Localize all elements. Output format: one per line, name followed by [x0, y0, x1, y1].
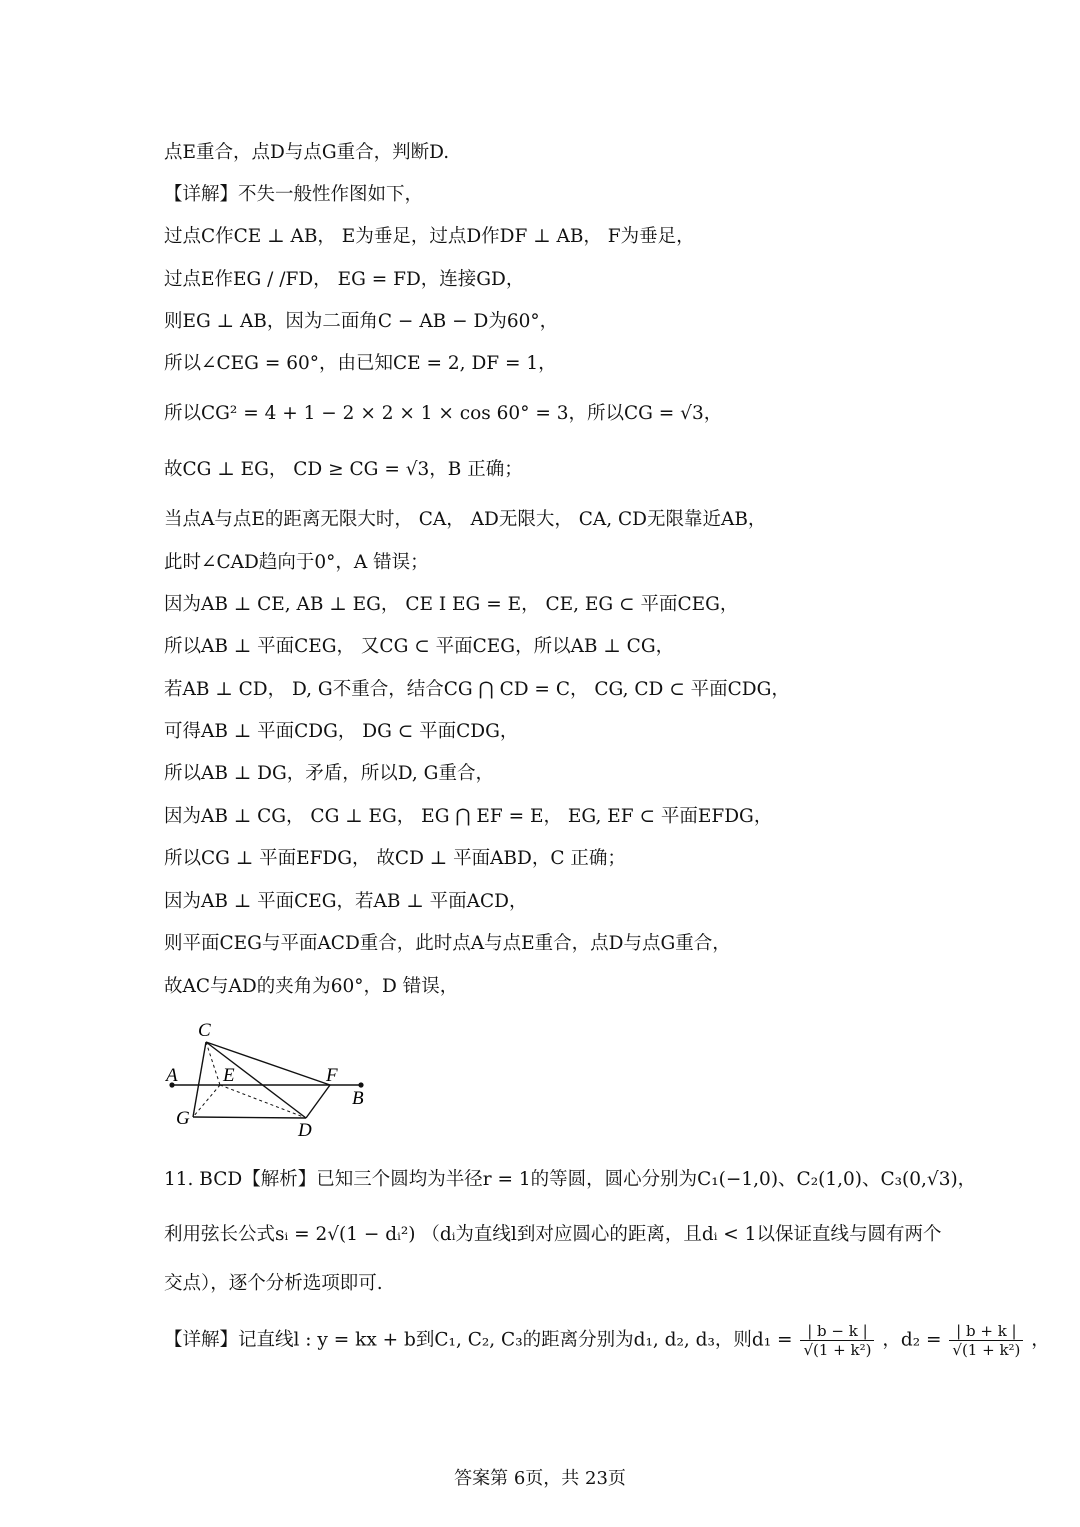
text-line-1: 点E重合，点D与点G重合，判断D. [164, 142, 450, 163]
label-a: A [166, 1065, 178, 1086]
label-d: D [298, 1120, 312, 1141]
text-line-14: 可得AB ⊥ 平面CDG， DG ⊂ 平面CDG， [164, 721, 519, 742]
text-line-24-part-1: 【详解】记直线l : y = kx + b到C₁, C₂, C₃的距离分别为d₁, d₂, d₃，则d₁ = [164, 1329, 793, 1351]
text-line-2: 【详解】不失一般性作图如下， [164, 184, 424, 205]
text-line-21: 11. BCD【解析】已知三个圆均为半径r = 1的等圆，圆心分别为C₁(−1,0)、C₂(1,0)、C₃(0,√3)， [164, 1169, 977, 1190]
text-line-24-part-3: ， [1031, 1329, 1050, 1351]
edge-cd [206, 1042, 306, 1118]
label-b: B [352, 1088, 364, 1109]
text-line-24-part-2: ，d₂ = [882, 1329, 942, 1351]
text-line-8: 故CG ⊥ EG， CD ≥ CG = √3，B 正确； [164, 459, 523, 480]
text-line-10: 此时∠CAD趋向于0°，A 错误； [164, 552, 429, 573]
text-line-6: 所以∠CEG = 60°，由已知CE = 2, DF = 1， [164, 353, 557, 374]
edge-fd [306, 1085, 330, 1118]
edge-cg [193, 1042, 206, 1117]
geometry-figure [158, 1016, 388, 1142]
text-line-5: 则EG ⊥ AB，因为二面角C − AB − D为60°， [164, 311, 559, 332]
point-b [358, 1082, 363, 1087]
fraction-d2 [949, 1322, 1023, 1359]
text-line-9: 当点A与点E的距离无限大时， CA， AD无限大， CA, CD无限靠近AB， [164, 509, 767, 530]
text-line-11: 因为AB ⊥ CE, AB ⊥ EG， CE I EG = E， CE, EG ⊂ 平面CEG， [164, 594, 739, 615]
fraction-d2-denominator: √(1 + k²) [952, 1341, 1021, 1359]
label-g: G [176, 1108, 190, 1129]
text-line-13: 若AB ⊥ CD， D, G不重合，结合CG ⋂ CD = C， CG, CD ⊂ 平面CDG， [164, 679, 790, 700]
text-line-22: 利用弦长公式sᵢ = 2√(1 − dᵢ²) （dᵢ为直线l到对应圆心的距离，且dᵢ < 1以保证直线与圆有两个 [164, 1224, 942, 1245]
text-line-17: 所以CG ⊥ 平面EFDG， 故CD ⊥ 平面ABD，C 正确； [164, 848, 626, 869]
edge-ed [220, 1085, 306, 1118]
fraction-d1 [800, 1322, 874, 1359]
edge-ce [206, 1042, 220, 1085]
fraction-d1-numerator: | b − k | [800, 1322, 874, 1341]
edge-gd [193, 1117, 306, 1118]
text-line-18: 因为AB ⊥ 平面CEG，若AB ⊥ 平面ACD， [164, 891, 528, 912]
text-line-20: 故AC与AD的夹角为60°，D 错误， [164, 976, 459, 997]
text-line-15: 所以AB ⊥ DG，矛盾，所以D, G重合， [164, 763, 494, 784]
label-c: C [198, 1020, 211, 1041]
text-line-16: 因为AB ⊥ CG， CG ⊥ EG， EG ⋂ EF = E， EG, EF ⊂ 平面EFDG， [164, 806, 773, 827]
fraction-d1-denominator: √(1 + k²) [803, 1341, 872, 1359]
text-line-23: 交点），逐个分析选项即可. [164, 1273, 383, 1294]
fraction-d2-numerator: | b + k | [949, 1322, 1023, 1341]
text-line-24 [164, 1322, 1050, 1359]
text-line-4: 过点E作EG / /FD， EG = FD，连接GD， [164, 269, 525, 290]
text-line-12: 所以AB ⊥ 平面CEG， 又CG ⊂ 平面CEG，所以AB ⊥ CG， [164, 636, 675, 657]
label-e: E [223, 1065, 235, 1086]
text-line-7: 所以CG² = 4 + 1 − 2 × 2 × 1 × cos 60° = 3，所以CG = √3， [164, 403, 723, 424]
page-footer: 答案第 6页，共 23页 [454, 1468, 626, 1489]
text-line-3: 过点C作CE ⊥ AB， E为垂足，过点D作DF ⊥ AB， F为垂足， [164, 226, 695, 247]
label-f: F [326, 1065, 338, 1086]
text-line-19: 则平面CEG与平面ACD重合，此时点A与点E重合，点D与点G重合， [164, 933, 731, 954]
